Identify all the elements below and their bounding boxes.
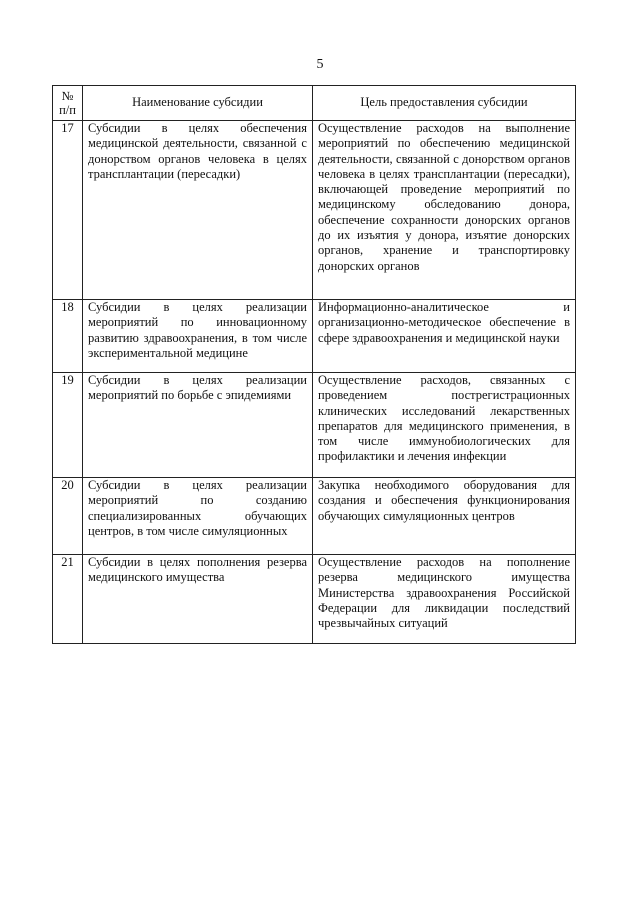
row-number: 17 — [53, 121, 83, 300]
header-number-abbr: п/п — [59, 103, 76, 117]
row-number: 18 — [53, 300, 83, 373]
subsidy-name: Субсидии в целях пополнения резерва медицинского имущества — [83, 555, 313, 644]
table-row — [53, 555, 576, 644]
row-number: 21 — [53, 555, 83, 644]
header-row — [53, 86, 576, 121]
subsidy-goal: Информационно-аналитическое и организационно-методическое обеспечение в сфере здравоохранения и медицинской науки — [313, 300, 576, 373]
header-subsidy-goal: Цель предоставления субсидии — [313, 86, 576, 121]
table-row — [53, 121, 576, 300]
subsidies-table — [52, 85, 576, 644]
header-subsidy-name: Наименование субсидии — [83, 86, 313, 121]
subsidy-goal: Осуществление расходов на пополнение резерва медицинского имущества Министерства здравоохранения Российской Федерации для ликвидации последствий чрезвычайных ситуаций — [313, 555, 576, 644]
row-number: 19 — [53, 373, 83, 478]
row-number: 20 — [53, 478, 83, 555]
subsidy-name: Субсидии в целях реализации мероприятий по созданию специализированных обучающих центров, в том числе симуляционных — [83, 478, 313, 555]
table-row — [53, 478, 576, 555]
subsidy-goal: Закупка необходимого оборудования для создания и обеспечения функционирования обучающих симуляционных центров — [313, 478, 576, 555]
subsidy-name: Субсидии в целях обеспечения медицинской деятельности, связанной с донорством органов человека в целях трансплантации (пересадки) — [83, 121, 313, 300]
subsidy-goal: Осуществление расходов, связанных с проведением пострегистрационных клинических исследований лекарственных препаратов для медицинского применения, в том числе иммунобиологических для профилактики и лечения инфекции — [313, 373, 576, 478]
table-row — [53, 373, 576, 478]
table-row — [53, 300, 576, 373]
header-number-sign: № — [61, 89, 74, 103]
subsidy-name: Субсидии в целях реализации мероприятий по борьбе с эпидемиями — [83, 373, 313, 478]
page-number: 5 — [316, 57, 324, 72]
table-header — [53, 86, 576, 121]
table-body — [53, 121, 576, 644]
subsidy-goal: Осуществление расходов на выполнение мероприятий по обеспечению медицинской деятельности, связанной с донорством органов человека в целях трансплантации (пересадки), включающей проведение мероприятий по медицинскому обследованию донора, обеспечение сохранности донорских органов до их изъятия у донора, изъятие донорских органов, хранение и транспортировку донорских органов — [313, 121, 576, 300]
header-number — [53, 86, 83, 121]
subsidy-name: Субсидии в целях реализации мероприятий по инновационному развитию здравоохранения, в том числе экспериментальной медицине — [83, 300, 313, 373]
